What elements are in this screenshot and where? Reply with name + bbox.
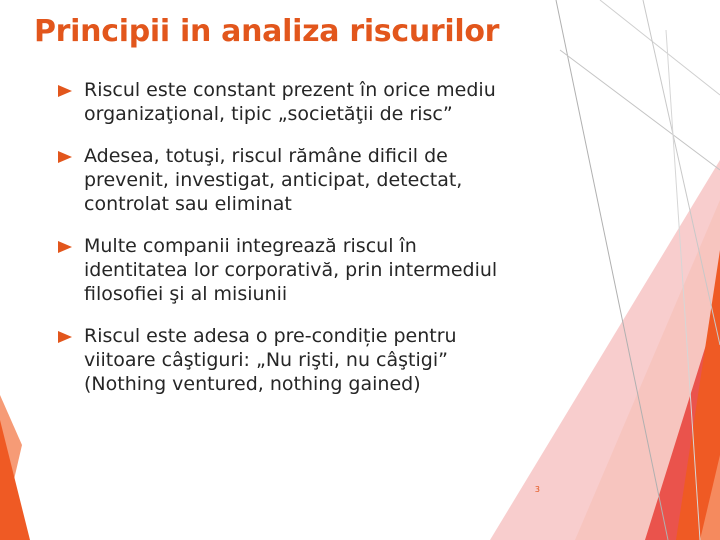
- decor-line-3: [600, 0, 720, 95]
- bullet-text: Adesea, totuşi, riscul rămâne dificil de prevenit, investigat, anticipat, detectat, controlat sau eliminat: [84, 145, 463, 215]
- triangle-right-icon: [58, 331, 72, 343]
- bullet-text: Riscul este adesa o pre-condiție pentru viitoare câştiguri: „Nu rişti, nu câştigi” (Nothing ventured, nothing gained): [84, 325, 457, 395]
- slide-number: 3: [534, 485, 540, 494]
- bullet-item: [58, 234, 518, 306]
- triangle-right-icon: [58, 85, 72, 97]
- bullet-text: Multe companii integrează riscul în identitatea lor corporativă, prin intermediul filosofiei şi al misiunii: [84, 235, 498, 305]
- bullet-item: [58, 78, 518, 126]
- bullet-item: [58, 144, 518, 216]
- bullet-item: [58, 324, 518, 396]
- triangle-right-icon: [58, 241, 72, 253]
- triangle-right-icon: [58, 151, 72, 163]
- bullet-text: Riscul este constant prezent în orice mediu organizaţional, tipic „societăţii de risc”: [84, 79, 496, 125]
- slide-title: Principii in analiza riscurilor: [34, 14, 500, 49]
- bullet-list: [58, 78, 518, 396]
- decor-line-2: [560, 50, 720, 170]
